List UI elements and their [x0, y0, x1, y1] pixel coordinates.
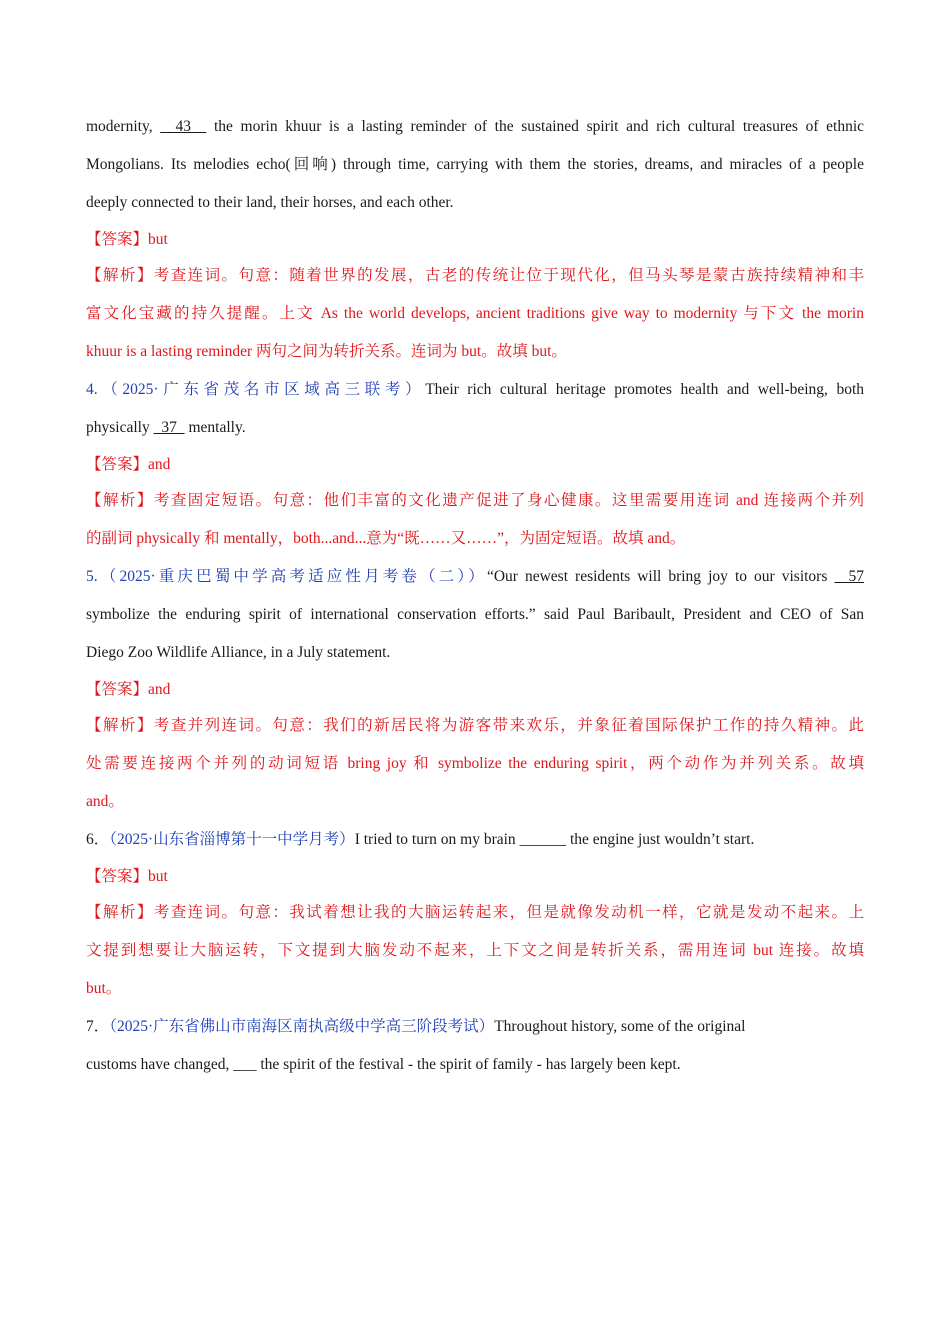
q3-line-2: Mongolians. Its melodies echo(回响) through time, carrying with them the stories, dreams, and miracles of a people — [86, 156, 864, 173]
q3-answer: 【答案】but — [86, 231, 168, 248]
q6-explanation-1: 【解析】考查连词。句意：我试着想让我的大脑运转起来，但是就像发动机一样，它就是发动不起来。上 — [86, 904, 864, 921]
q5-explanation-3: and。 — [86, 793, 124, 810]
q7-line-1: 7．（2025·广东省佛山市南海区南执高级中学高三阶段考试）Throughout history, some of the original — [86, 1018, 746, 1035]
answer-blank-57: 57 — [834, 568, 864, 585]
q3-explanation-1: 【解析】考查连词。句意：随着世界的发展，古老的传统让位于现代化，但马头琴是蒙古族持续精神和丰 — [86, 267, 864, 284]
answer-blank-q6: ______ — [519, 831, 567, 848]
q6-explanation-3: but。 — [86, 980, 122, 997]
q5-explanation-2: 处需要连接两个并列的动词短语 bring joy 和 symbolize the enduring spirit，两个动作为并列关系。故填 — [86, 755, 864, 772]
q4-line-1: 4.（2025·广东省茂名市区域高三联考）Their rich cultural heritage promotes health and well-being, both — [86, 381, 864, 398]
answer-blank-37: 37 — [153, 419, 185, 436]
q6-explanation-2: 文提到想要让大脑运转，下文提到大脑发动不起来，上下文之间是转折关系，需用连词 but 连接。故填 — [86, 942, 864, 959]
q6-line-1: 6．（2025·山东省淄博第十一中学月考）I tried to turn on my brain ______ the engine just wouldn’t start. — [86, 831, 755, 848]
q3-explanation-2: 富文化宝藏的持久提醒。上文 As the world develops, ancient traditions give way to modernity 与下文 the morin — [86, 305, 864, 322]
q7-line-2: customs have changed, ___ the spirit of the festival - the spirit of family - has largely been kept. — [86, 1056, 681, 1073]
q7-source: （2025·广东省佛山市南海区南执高级中学高三阶段考试） — [109, 1018, 495, 1035]
q3-line-3: deeply connected to their land, their horses, and each other. — [86, 194, 454, 211]
q5-line-1: 5.（2025·重庆巴蜀中学高考适应性月考卷（二））“Our newest residents will bring joy to our visitors 57 — [86, 568, 864, 585]
q5-line-2: symbolize the enduring spirit of international conservation efforts.” said Paul Baribault, President and CEO of San — [86, 606, 864, 623]
q7-number: 7． — [86, 1018, 110, 1035]
q4-explanation-2: 的副词 physically 和 mentally，both...and...意为“既……又……”，为固定短语。故填 and。 — [86, 530, 686, 547]
q3-explanation-3: khuur is a lasting reminder 两句之间为转折关系。连词为 but。故填 but。 — [86, 343, 567, 360]
q6-answer: 【答案】but — [86, 868, 168, 885]
answer-blank-43: 43 — [160, 118, 207, 135]
q3-line-1: modernity, 43 the morin khuur is a lasting reminder of the sustained spirit and rich cultural treasures of ethnic — [86, 118, 864, 135]
q5-line-3: Diego Zoo Wildlife Alliance, in a July statement. — [86, 644, 391, 661]
q4-answer: 【答案】and — [86, 456, 171, 473]
q4-source: 4.（2025·广东省茂名市区域高三联考） — [86, 381, 426, 398]
q4-explanation-1: 【解析】考查固定短语。句意：他们丰富的文化遗产促进了身心健康。这里需要用连词 and 连接两个并列 — [86, 492, 864, 509]
q4-line-2: physically 37 mentally. — [86, 419, 246, 436]
q6-number: 6． — [86, 831, 110, 848]
q5-answer: 【答案】and — [86, 681, 171, 698]
q5-explanation-1: 【解析】考查并列连词。句意：我们的新居民将为游客带来欢乐，并象征着国际保护工作的持久精神。此 — [86, 717, 864, 734]
q6-source: （2025·山东省淄博第十一中学月考） — [109, 831, 355, 848]
q5-source: 5.（2025·重庆巴蜀中学高考适应性月考卷（二）） — [86, 568, 487, 585]
document-page — [86, 108, 864, 1084]
